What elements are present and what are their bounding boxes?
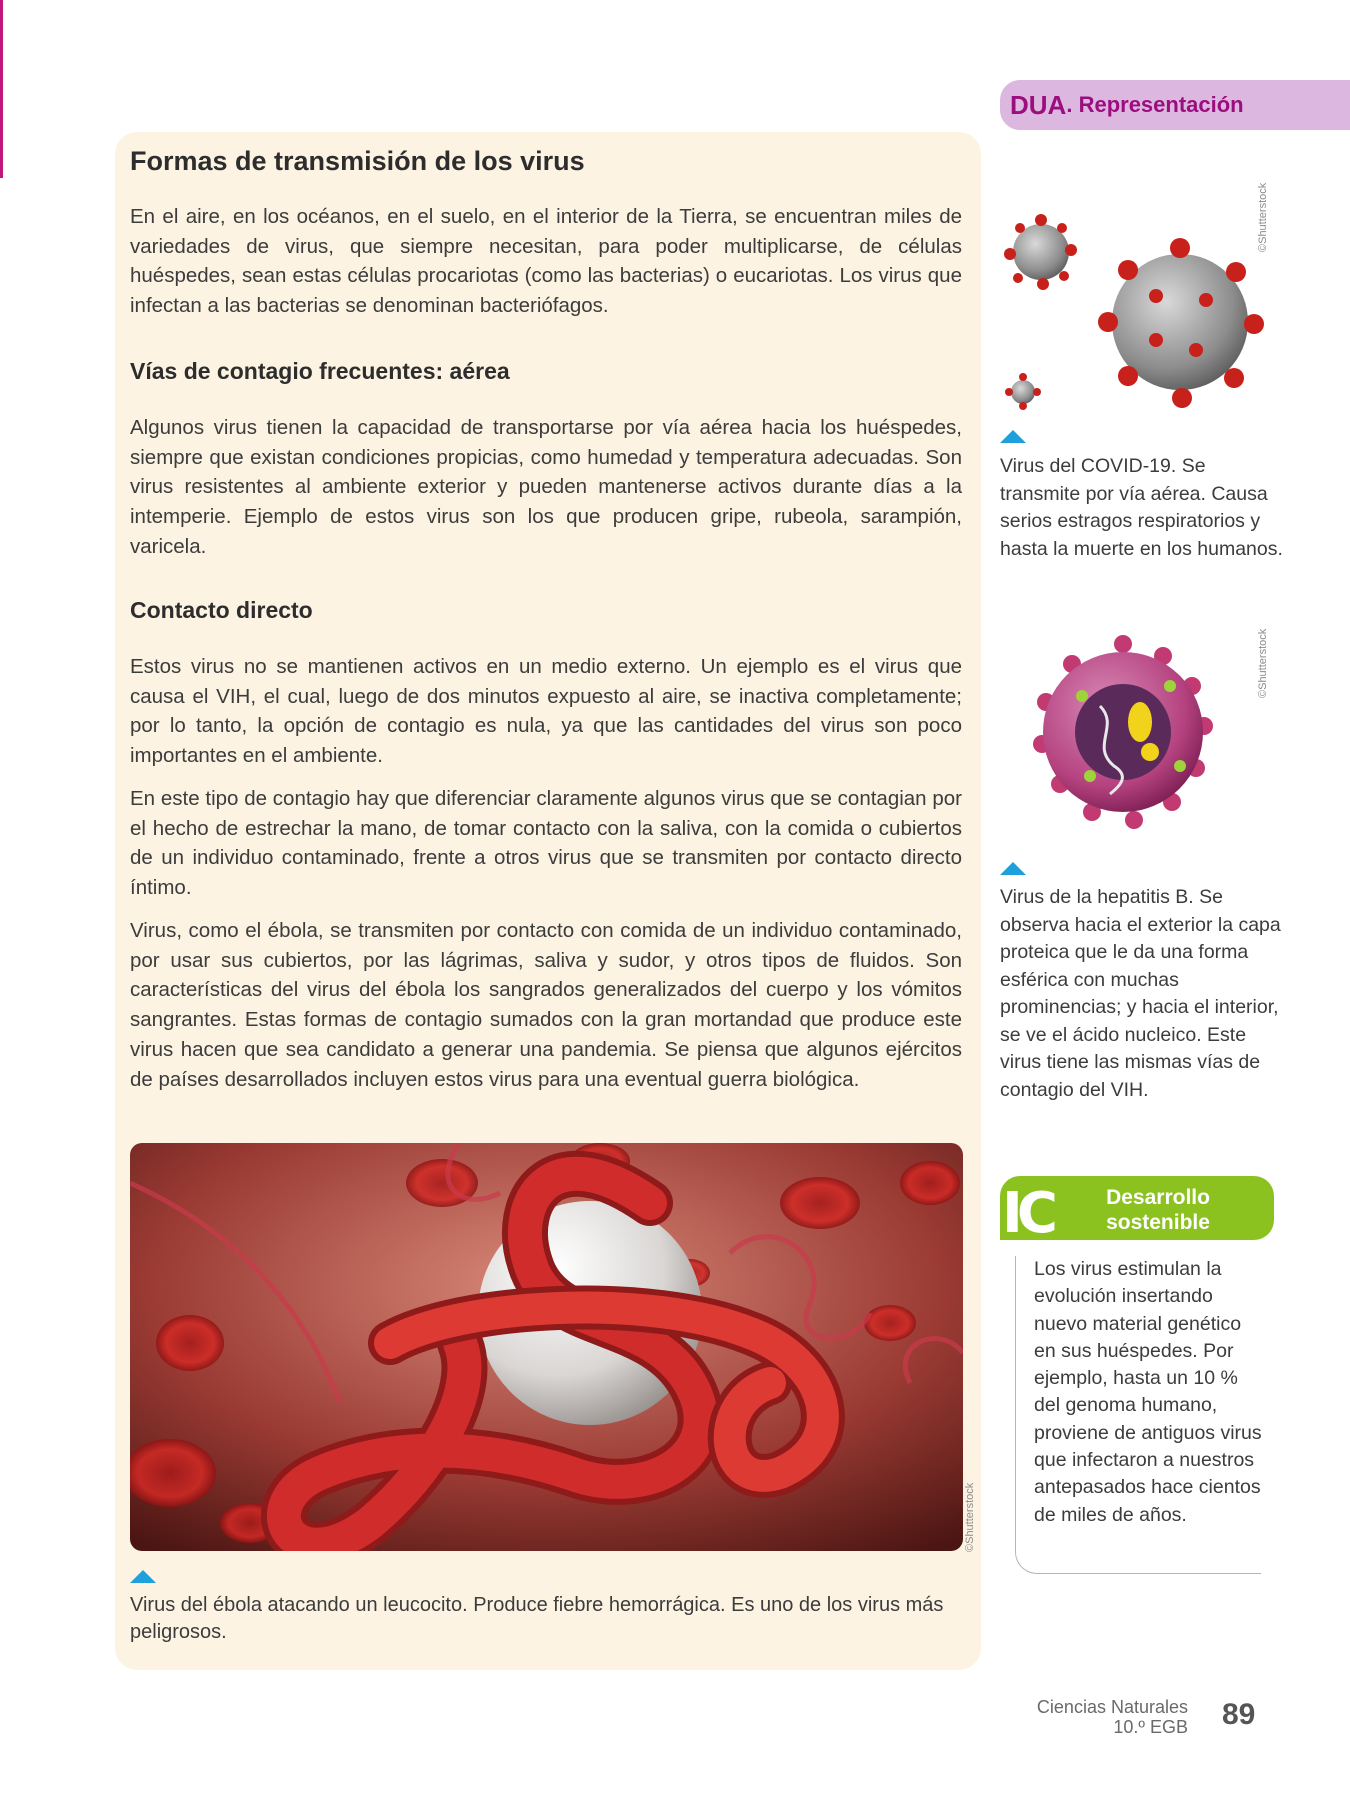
- dua-label: DUA: [1010, 89, 1067, 120]
- footer-subject: [1037, 1697, 1188, 1737]
- covid-small-virion: [1004, 214, 1077, 290]
- desarrollo-sostenible-text: Los virus estimulan la evolución insertando nuevo material genético en sus huéspedes. Por ejemplo, hasta un 10 % del genoma humano, proviene de antiguos virus que infectaron a nuestros antepasados hace cientos de miles de años.: [1034, 1258, 1262, 1526]
- hepatitis-image-credit: ©Shutterstock: [1257, 628, 1269, 698]
- footer-grade: 10.º EGB: [1113, 1717, 1188, 1737]
- covid-large-virion: [1098, 238, 1264, 408]
- desarrollo-sostenible-title: Desarrollo sostenible: [1106, 1186, 1210, 1234]
- ic-logo: IC: [1002, 1181, 1052, 1246]
- aerea-paragraph: Algunos virus tienen la capacidad de transportarse por vía aérea hacia los huéspedes, siempre que existan condiciones propicias, como humedad y temperatura adecuadas. Son virus resistentes al ambiente exterior y pueden mantenerse activos durante días a la intemperie. Ejemplo de estos virus son los que producen gripe, rubeola, sarampión, varicela.: [130, 416, 962, 558]
- covid-tiny-virion: [1005, 373, 1041, 410]
- covid-caption: Virus del COVID-19. Se transmite por vía aérea. Causa serios estragos respiratorios y hasta la muerte en los humanos.: [1000, 455, 1283, 560]
- dua-subtitle: . Representación: [1066, 92, 1244, 117]
- dua-representacion-header: [1000, 80, 1350, 130]
- contacto-paragraph-2: En este tipo de contagio hay que diferenciar claramente algunos virus que se contagian por el hecho de estrechar la mano, de tomar contacto con la saliva, con la comida o cubiertos de un individuo contaminado, frente a otros virus que se transmiten por contacto directo íntimo.: [130, 787, 962, 900]
- section-title-aerea: Vías de contagio frecuentes: aérea: [130, 358, 510, 384]
- hepatitis-caption-triangle-icon: [1000, 862, 1026, 875]
- page-title: Formas de transmisión de los virus: [130, 146, 585, 176]
- section-title-contacto: Contacto directo: [130, 597, 313, 623]
- ebola-illustration: [130, 1143, 963, 1551]
- footer-subject-name: Ciencias Naturales: [1036, 1697, 1188, 1717]
- covid-caption-triangle-icon: [1000, 430, 1026, 443]
- hepatitis-caption: Virus de la hepatitis B. Se observa hacia el exterior la capa proteica que le da una forma esférica con muchas prominencias; y hacia el interior, se ve el ácido nucleico. Este virus tiene las mismas vías de contagio del VIH.: [1000, 886, 1281, 1101]
- covid-image-credit: ©Shutterstock: [1257, 182, 1269, 252]
- caption-triangle-icon: [130, 1570, 156, 1583]
- ebola-virus-image: [130, 1143, 963, 1551]
- page-number: 89: [1222, 1698, 1256, 1731]
- covid-virus-image: [996, 200, 1286, 420]
- ebola-image-credit: ©Shutterstock: [964, 1482, 976, 1552]
- ebola-image-caption: Virus del ébola atacando un leucocito. Produce fiebre hemorrágica. Es uno de los virus más peligrosos.: [130, 1594, 944, 1643]
- intro-paragraph: En el aire, en los océanos, en el suelo, en el interior de la Tierra, se encuentran miles de variedades de virus, que siempre necesitan, para poder multiplicarse, de células huéspedes, sean estas células procariotas (como las bacterias) o eucariotas. Los virus que infectan a las bacterias se denominan bacteriófagos.: [130, 205, 962, 318]
- page-edge-line: [0, 0, 3, 178]
- hepatitis-virus-image: [1030, 626, 1216, 852]
- contacto-paragraph-3: Virus, como el ébola, se transmiten por contacto con comida de un individuo contaminado, por usar sus cubiertos, por las lágrimas, saliva y sudor, y otros tipos de fluidos. Son características del virus del ébola los sangrados generalizados del cuerpo y los vómitos sangrantes. Estas formas de contagio sumados con la gran mortandad que produce este virus hacen que sea candidato a generar una pandemia. Se piensa que algunos ejércitos de países desarrollados incluyen estos virus para una eventual guerra biológica.: [130, 919, 962, 1091]
- contacto-paragraph-1: Estos virus no se mantienen activos en un medio externo. Un ejemplo es el virus que causa el VIH, el cual, luego de dos minutos expuesto al aire, se inactiva completamente; por lo tanto, la opción de contagio es nula, ya que las cantidades del virus son poco importantes en el ambiente.: [130, 655, 962, 768]
